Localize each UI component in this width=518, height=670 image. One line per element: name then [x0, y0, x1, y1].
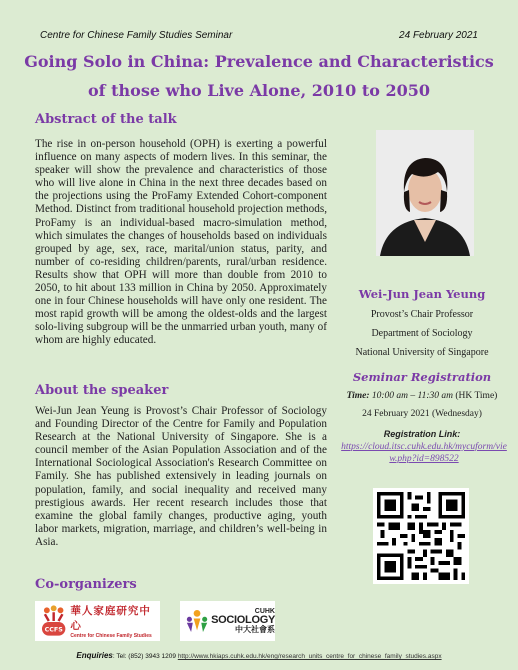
- abstract-heading: Abstract of the talk: [35, 112, 177, 127]
- speaker-university: National University of Singapore: [355, 347, 489, 358]
- time-value: 10:00 am – 11:30 am: [371, 391, 453, 401]
- ccfs-abbr: CCFS: [44, 626, 63, 634]
- title-line-1: Going Solo in China: Prevalence and Characteristics: [24, 52, 494, 71]
- speaker-photo: [376, 130, 474, 256]
- ccfs-english-name: Centre for Chinese Family Studies: [70, 633, 152, 639]
- header-date: 24 February 2021: [399, 30, 478, 41]
- sociology-label: SOCIOLOGY: [211, 614, 275, 626]
- enquiries-link[interactable]: http://www.hkiaps.cuhk.edu.hk/eng/research_units_centre_for_chinese_family_studies.aspx: [177, 653, 442, 660]
- ccfs-logo: [35, 601, 160, 641]
- footer-enquiries: [0, 651, 518, 660]
- abstract-text: The rise in on-person household (OPH) is exerting a powerful influence on many aspects of modern lives. In this seminar, the speaker will show the prevalence and characteristics of those who will live alone in China in the next three decades based on the projections using the ProFamy Extended Cohort-component Method. Distinct from traditional household projection methods, ProFamy is an individual-based macro-simulation method, which simulates the changes of households based on individuals grouped by age, sex, race, marital/union status, parity, and number of co-residing children/parents, rural/urban residence. Results show that OPH will more than double from 2010 to 2050, to hit about 133 million in China by 2050. Approximately one in four Chinese households will have only one resident. The most rapid growth will be among the oldest-olds and the largest solo-living subgroup will be the unmarried urban youth, many of whom are highly educated.: [35, 138, 327, 347]
- about-speaker-text: Wei-Jun Jean Yeung is Provost’s Chair Professor of Sociology and Founding Director of the Centre for Family and Population Research at the National University of Singapore. She is a council member of the Asian Population Association and of the International Sociological Association's Research Committee on Family. She has published extensively in leading journals on population, family, and social inequality and received many prestigious awards. Her recent research includes those that examine the global family changes, productive aging, youth labor markets, migration, marriage, and children’s well-being in Asia.: [35, 405, 327, 548]
- about-speaker-heading: About the speaker: [35, 383, 169, 398]
- registration-link-label: Registration Link:: [383, 429, 461, 439]
- time-zone: (HK Time): [455, 391, 498, 401]
- ccfs-chinese-name: 華人家庭研究中心: [70, 605, 151, 632]
- registration-link[interactable]: https://cloud.itsc.cuhk.edu.hk/mycuform/view.php?id=898522: [341, 442, 507, 464]
- time-label: Time:: [346, 391, 370, 401]
- registration-qr-code[interactable]: [373, 488, 469, 584]
- speaker-name: Wei-Jun Jean Yeung: [358, 287, 486, 301]
- page-title: [20, 47, 498, 105]
- enquiries-label: Enquiries: [76, 651, 113, 660]
- enquiries-tel: : Tel: (852) 3943 1209: [112, 653, 176, 660]
- sociology-people-icon: [186, 606, 208, 636]
- seminar-series-label: Centre for Chinese Family Studies Seminar: [40, 30, 233, 41]
- cuhk-sociology-logo: [180, 601, 275, 641]
- cuhk-label: CUHK: [254, 608, 275, 615]
- registration-date: 24 February 2021 (Wednesday): [362, 409, 482, 419]
- registration-time: [332, 391, 512, 401]
- ccfs-emblem-icon: [41, 605, 66, 637]
- title-line-2: of those who Live Alone, 2010 to 2050: [88, 81, 430, 100]
- coorganizers-heading: Co-organizers: [35, 577, 137, 592]
- speaker-department: Department of Sociology: [371, 328, 473, 339]
- registration-heading: Seminar Registration: [352, 370, 492, 384]
- speaker-position: Provost’s Chair Professor: [370, 309, 474, 320]
- header-bar: [40, 30, 478, 41]
- sociology-chinese-label: 中大社會系: [235, 625, 275, 634]
